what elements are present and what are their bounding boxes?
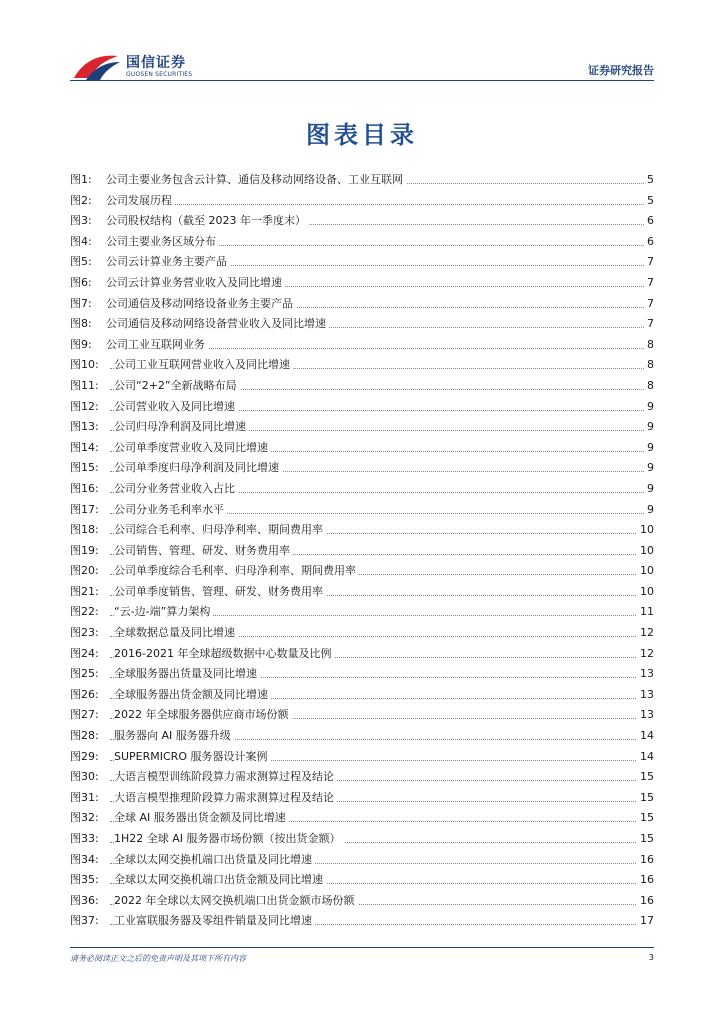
toc-page-number: 15 [637, 808, 654, 829]
toc-entry[interactable] [70, 458, 654, 479]
toc-page-number: 8 [644, 335, 654, 356]
toc-page-number: 9 [644, 500, 654, 521]
toc-entry[interactable] [70, 355, 654, 376]
page-title: 图表目录 [306, 121, 418, 149]
toc-entry[interactable] [70, 438, 654, 459]
toc-figure-title: 公司股权结构（截至 2023 年一季度末） [106, 211, 309, 232]
toc-entry[interactable] [70, 808, 654, 829]
toc-page-number: 16 [637, 891, 654, 912]
toc-figure-title: 全球以太网交换机端口出货量及同比增速 [114, 850, 315, 871]
toc-entry[interactable] [70, 314, 654, 335]
toc-entry[interactable] [70, 582, 654, 603]
toc-page-number: 9 [644, 397, 654, 418]
toc-page-number: 7 [644, 273, 654, 294]
toc-figure-number: 图16: [70, 481, 99, 495]
toc-entry[interactable] [70, 664, 654, 685]
toc-entry[interactable] [70, 500, 654, 521]
toc-entry[interactable] [70, 850, 654, 871]
toc-entry[interactable] [70, 211, 654, 232]
toc-entry[interactable] [70, 232, 654, 253]
toc-figure-title: “云-边-端”算力架构 [114, 602, 213, 623]
toc-figure-number: 图34: [70, 852, 99, 866]
toc-figure-number: 图29: [70, 749, 99, 763]
toc-figure-number: 图31: [70, 790, 99, 804]
toc-figure-title: 公司通信及移动网络设备业务主要产品 [106, 294, 296, 315]
toc-figure-number: 图17: [70, 502, 99, 516]
toc-figure-title: 全球数据总量及同比增速 [114, 623, 238, 644]
toc-page-number: 13 [637, 705, 654, 726]
toc-page-number: 9 [644, 479, 654, 500]
toc-figure-title: 公司发展历程 [106, 191, 175, 212]
toc-figure-title: 公司销售、管理、研发、财务费用率 [114, 541, 293, 562]
toc-figure-title: 公司通信及移动网络设备营业收入及同比增速 [106, 314, 329, 335]
toc-page-number: 11 [637, 602, 654, 623]
toc-page-number: 8 [644, 355, 654, 376]
toc-figure-number: 图21: [70, 584, 99, 598]
toc-figure-number: 图4: [70, 234, 92, 248]
toc-figure-title: 公司综合毛利率、归母净利率、期间费用率 [114, 520, 326, 541]
toc-entry[interactable] [70, 170, 654, 191]
toc-entry[interactable] [70, 623, 654, 644]
toc-figure-number: 图3: [70, 214, 92, 228]
toc-entry[interactable] [70, 273, 654, 294]
toc-entry[interactable] [70, 644, 654, 665]
toc-figure-number: 图24: [70, 646, 99, 660]
toc-figure-title: 大语言模型训练阶段算力需求测算过程及结论 [114, 767, 337, 788]
toc-figure-number: 图19: [70, 543, 99, 557]
toc-entry[interactable] [70, 335, 654, 356]
toc-page-number: 5 [644, 170, 654, 191]
toc-figure-number: 图8: [70, 317, 92, 331]
toc-figure-title: 公司归母净利润及同比增速 [114, 417, 249, 438]
toc-page-number: 15 [637, 767, 654, 788]
logo-english-name: GUOSEN SECURITIES [126, 71, 193, 78]
toc-figure-number: 图18: [70, 523, 99, 537]
guosen-logo-icon [72, 50, 122, 82]
table-of-figures [70, 170, 654, 932]
toc-page-number: 10 [637, 561, 654, 582]
toc-page-number: 17 [637, 911, 654, 932]
toc-figure-title: 全球以太网交换机端口出货金额及同比增速 [114, 870, 326, 891]
toc-figure-number: 图30: [70, 770, 99, 784]
toc-figure-number: 图15: [70, 461, 99, 475]
toc-figure-title: 公司分业务毛利率水平 [114, 500, 227, 521]
toc-entry[interactable] [70, 479, 654, 500]
toc-entry[interactable] [70, 685, 654, 706]
toc-figure-number: 图25: [70, 667, 99, 681]
toc-page-number: 13 [637, 685, 654, 706]
toc-figure-title: 公司单季度综合毛利率、归母净利率、期间费用率 [114, 561, 359, 582]
toc-figure-number: 图22: [70, 605, 99, 619]
toc-figure-number: 图36: [70, 893, 99, 907]
toc-entry[interactable] [70, 397, 654, 418]
toc-figure-number: 图33: [70, 832, 99, 845]
toc-entry[interactable] [70, 520, 654, 541]
toc-figure-title: SUPERMICRO 服务器设计案例 [114, 747, 270, 768]
toc-page-number: 10 [637, 520, 654, 541]
toc-figure-title: 全球服务器出货量及同比增速 [114, 664, 260, 685]
toc-page-number: 9 [644, 438, 654, 459]
toc-figure-number: 图12: [70, 399, 99, 413]
toc-page-number: 15 [637, 788, 654, 809]
toc-figure-title: 2022 年全球以太网交换机端口出货金额市场份额 [114, 891, 358, 912]
toc-dot-leader [110, 204, 644, 205]
guosen-logo [72, 50, 202, 82]
toc-page-number: 9 [644, 458, 654, 479]
toc-entry[interactable] [70, 829, 654, 850]
footer-divider [70, 947, 654, 948]
toc-page-number: 6 [644, 232, 654, 253]
toc-figure-number: 图1: [70, 173, 92, 186]
toc-figure-number: 图35: [70, 873, 99, 887]
toc-figure-number: 图27: [70, 708, 99, 722]
toc-page-number: 7 [644, 252, 654, 273]
page-number: 3 [648, 953, 654, 962]
footer-disclaimer: 请务必阅读正文之后的免责声明及其项下所有内容 [70, 954, 246, 963]
toc-figure-title: 公司工业互联网营业收入及同比增速 [114, 355, 293, 376]
toc-figure-number: 图2: [70, 193, 92, 207]
toc-entry[interactable] [70, 788, 654, 809]
toc-figure-title: 公司单季度归母净利润及同比增速 [114, 458, 282, 479]
toc-figure-number: 图28: [70, 729, 99, 743]
toc-figure-title: 公司主要业务包含云计算、通信及移动网络设备、工业互联网 [106, 170, 406, 191]
toc-entry[interactable] [70, 891, 654, 912]
toc-page-number: 12 [637, 644, 654, 665]
toc-page-number: 13 [637, 664, 654, 685]
report-type-label: 证券研究报告 [588, 64, 654, 77]
toc-entry[interactable] [70, 417, 654, 438]
toc-figure-number: 图11: [70, 378, 99, 392]
toc-page-number: 6 [644, 211, 654, 232]
toc-figure-number: 图13: [70, 420, 99, 434]
toc-entry[interactable] [70, 911, 654, 932]
toc-page-number: 10 [637, 582, 654, 603]
toc-page-number: 7 [644, 314, 654, 335]
toc-page-number: 9 [644, 417, 654, 438]
toc-figure-number: 图37: [70, 914, 99, 928]
toc-figure-title: 服务器向 AI 服务器升级 [114, 726, 234, 747]
toc-page-number: 7 [644, 294, 654, 315]
toc-figure-number: 图14: [70, 440, 99, 454]
toc-figure-title: 2022 年全球服务器供应商市场份额 [114, 705, 292, 726]
toc-figure-number: 图32: [70, 811, 99, 825]
toc-entry[interactable] [70, 705, 654, 726]
toc-page-number: 10 [637, 541, 654, 562]
toc-entry[interactable] [70, 747, 654, 768]
toc-figure-title: 工业富联服务器及零组件销量及同比增速 [114, 911, 315, 932]
toc-page-number: 14 [637, 726, 654, 747]
toc-page-number: 12 [637, 623, 654, 644]
header-divider [70, 80, 654, 81]
toc-page-number: 15 [637, 829, 654, 850]
toc-figure-title: 公司云计算业务主要产品 [106, 252, 230, 273]
toc-figure-title: 公司分业务营业收入占比 [114, 479, 238, 500]
toc-page-number: 8 [644, 376, 654, 397]
toc-figure-number: 图7: [70, 296, 92, 310]
toc-figure-number: 图20: [70, 564, 99, 578]
toc-entry[interactable] [70, 376, 654, 397]
toc-page-number: 16 [637, 850, 654, 871]
toc-figure-title: 公司工业互联网业务 [106, 335, 208, 356]
page-header [0, 0, 724, 90]
toc-figure-title: 全球 AI 服务器出货金额及同比增速 [114, 808, 289, 829]
toc-figure-number: 图5: [70, 255, 92, 269]
toc-figure-number: 图23: [70, 626, 99, 640]
toc-entry[interactable] [70, 870, 654, 891]
toc-figure-title: 公司单季度销售、管理、研发、财务费用率 [114, 582, 326, 603]
toc-entry[interactable] [70, 294, 654, 315]
toc-entry[interactable] [70, 541, 654, 562]
toc-figure-number: 图26: [70, 687, 99, 701]
toc-figure-number: 图10: [70, 358, 99, 372]
toc-entry[interactable] [70, 726, 654, 747]
toc-figure-title: 公司“2+2”全新战略布局 [114, 376, 240, 397]
logo-chinese-name: 国信证券 [126, 55, 186, 71]
toc-page-number: 16 [637, 870, 654, 891]
toc-figure-title: 公司云计算业务营业收入及同比增速 [106, 273, 285, 294]
toc-figure-title: 公司营业收入及同比增速 [114, 397, 238, 418]
toc-figure-title: 1H22 全球 AI 服务器市场份额（按出货金额） [114, 829, 344, 850]
toc-entry[interactable] [70, 561, 654, 582]
toc-figure-number: 图6: [70, 275, 92, 289]
toc-figure-title: 公司单季度营业收入及同比增速 [114, 438, 271, 459]
toc-figure-title: 2016-2021 年全球超级数据中心数量及比例 [114, 644, 334, 665]
toc-entry[interactable] [70, 767, 654, 788]
toc-figure-title: 公司主要业务区域分布 [106, 232, 219, 253]
toc-entry[interactable] [70, 602, 654, 623]
toc-page-number: 5 [644, 191, 654, 212]
toc-entry[interactable] [70, 252, 654, 273]
toc-page-number: 14 [637, 747, 654, 768]
toc-entry[interactable] [70, 191, 654, 212]
toc-figure-title: 大语言模型推理阶段算力需求测算过程及结论 [114, 788, 337, 809]
toc-figure-title: 全球服务器出货金额及同比增速 [114, 685, 271, 706]
toc-figure-number: 图9: [70, 337, 92, 351]
